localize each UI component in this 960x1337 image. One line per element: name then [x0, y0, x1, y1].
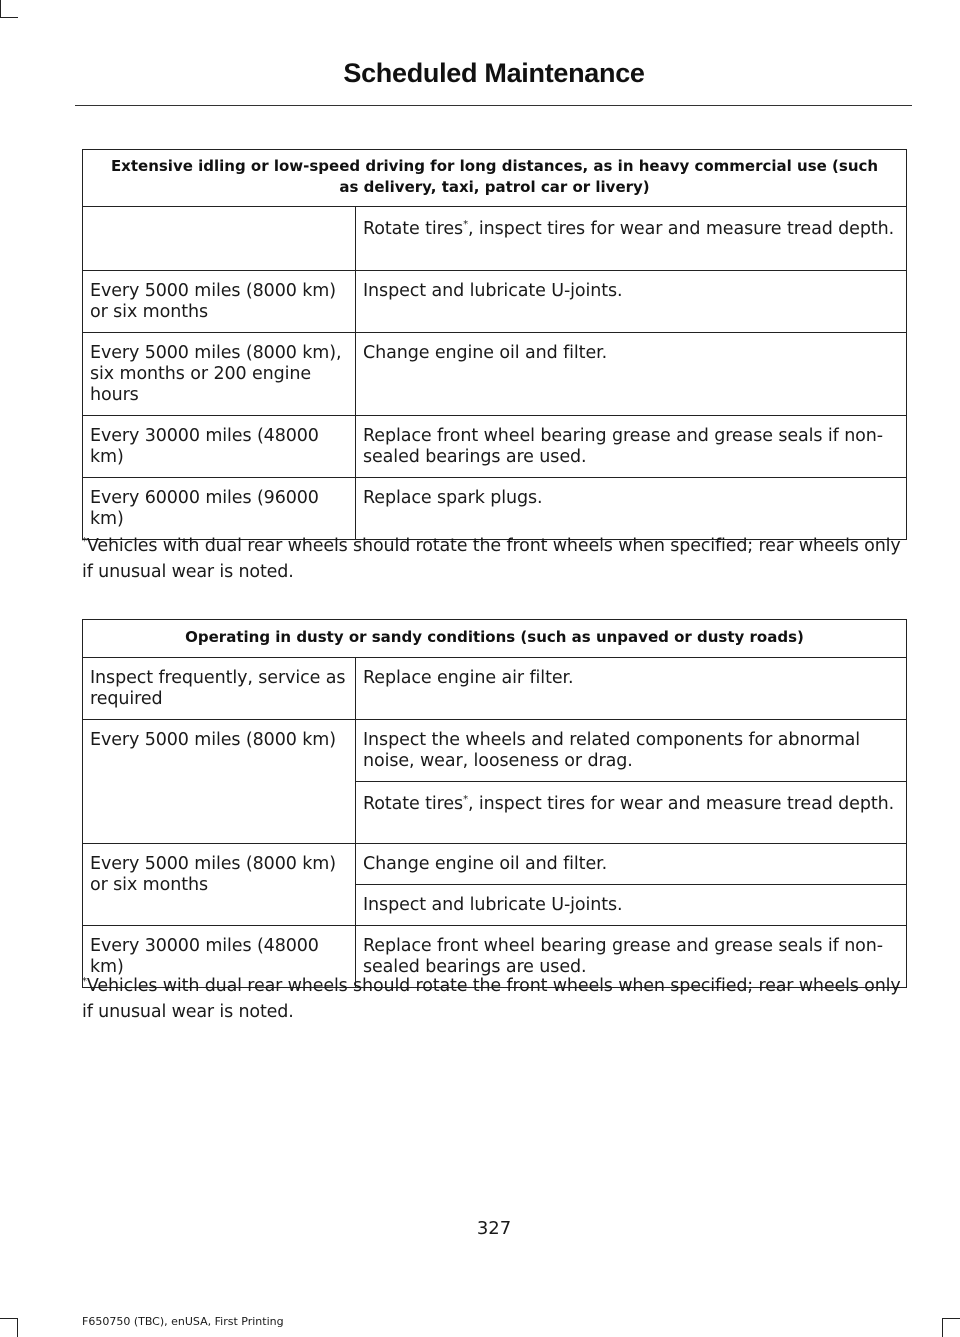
table-row [83, 658, 907, 720]
page-number: 327 [476, 1218, 512, 1239]
action-cell [356, 207, 907, 271]
crop-mark [0, 1318, 18, 1319]
footnote-marker: * [82, 976, 87, 987]
table-row [83, 478, 907, 540]
action-cell: Change engine oil and filter. [356, 333, 907, 416]
table-row [83, 416, 907, 478]
interval-cell: Every 5000 miles (8000 km) or six months [83, 271, 356, 333]
print-info: F650750 (TBC), enUSA, First Printing [82, 1315, 284, 1328]
interval-cell: Every 30000 miles (48000 km) [83, 926, 356, 988]
maintenance-table-idling [82, 149, 907, 540]
footnote-text: Vehicles with dual rear wheels should rotate the front wheels when specified; rear wheels only if unusual wear is noted. [82, 976, 901, 1022]
crop-mark [0, 0, 1, 18]
action-text: , inspect tires for wear and measure tread depth. [467, 794, 895, 814]
crop-mark [0, 17, 18, 18]
maintenance-table-dusty [82, 619, 907, 988]
action-text: , inspect tires for wear and measure tread depth. [467, 219, 895, 239]
table-heading: Operating in dusty or sandy conditions (such as unpaved or dusty roads) [83, 620, 907, 658]
action-cell: Inspect and lubricate U-joints. [356, 271, 907, 333]
interval-cell [83, 207, 356, 271]
crop-mark [942, 1318, 960, 1319]
table-row [83, 844, 907, 885]
interval-cell: Every 5000 miles (8000 km), six months or 200 engine hours [83, 333, 356, 416]
interval-cell: Inspect frequently, service as required [83, 658, 356, 720]
footnote-marker: * [82, 536, 87, 547]
interval-cell: Every 5000 miles (8000 km) [83, 720, 356, 844]
interval-cell: Every 5000 miles (8000 km) or six months [83, 844, 356, 926]
action-cell: Replace front wheel bearing grease and grease seals if non-sealed bearings are used. [356, 416, 907, 478]
crop-mark [17, 1318, 18, 1337]
action-cell: Replace front wheel bearing grease and grease seals if non-sealed bearings are used. [356, 926, 907, 988]
table-heading: Extensive idling or low-speed driving for long distances, as in heavy commercial use (such as delivery, taxi, patrol car or livery) [83, 150, 907, 207]
page-title: Scheduled Maintenance [343, 58, 645, 88]
table-header-row [83, 150, 907, 207]
table-row [83, 207, 907, 271]
action-cell: Replace spark plugs. [356, 478, 907, 540]
footnote-marker: * [463, 794, 468, 805]
crop-mark [942, 1318, 943, 1337]
action-cell: Inspect and lubricate U-joints. [356, 885, 907, 926]
action-text: Rotate tires [363, 219, 464, 239]
action-cell [356, 782, 907, 844]
action-cell: Inspect the wheels and related components for abnormal noise, wear, looseness or drag. [356, 720, 907, 782]
footnote [82, 973, 912, 1025]
table-row [83, 720, 907, 782]
footnote-marker: * [463, 219, 468, 230]
action-text: Rotate tires [363, 794, 464, 814]
interval-cell: Every 30000 miles (48000 km) [83, 416, 356, 478]
action-cell: Replace engine air filter. [356, 658, 907, 720]
table-row [83, 333, 907, 416]
table-row [83, 271, 907, 333]
table-header-row [83, 620, 907, 658]
header-divider [75, 105, 912, 106]
footnote-text: Vehicles with dual rear wheels should rotate the front wheels when specified; rear wheels only if unusual wear is noted. [82, 536, 901, 582]
action-cell: Change engine oil and filter. [356, 844, 907, 885]
footnote [82, 533, 912, 585]
interval-cell: Every 60000 miles (96000 km) [83, 478, 356, 540]
